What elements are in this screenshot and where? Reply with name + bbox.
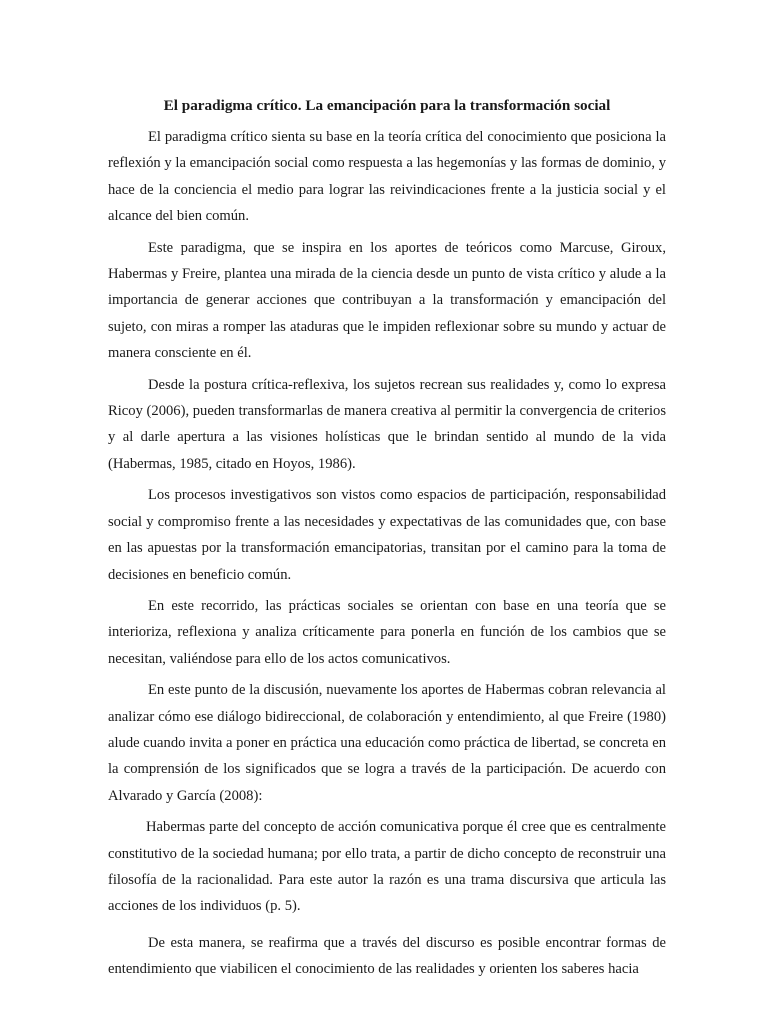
block-quote: Habermas parte del concepto de acción comunicativa porque él cree que es centralmente constitutivo de la sociedad humana; por ello trata, a partir de dicho concepto de reconstruir una filosofía de la racionalidad. Para este autor la razón es una trama discursiva que articula las acciones de los individuos (p. 5). [108, 819, 666, 915]
paragraph-1: El paradigma crítico sienta su base en la teoría crítica del conocimiento que posiciona la reflexión y la emancipación social como respuesta a las hegemonías y las formas de dominio, y hace de la conciencia el medio para lograr las reivindicaciones frente a la justicia social y el alcance del bien común. [108, 129, 666, 225]
closing-paragraph: De esta manera, se reafirma que a través del discurso es posible encontrar formas de entendimiento que viabilicen el conocimiento de las realidades y orienten los saberes hacia [108, 934, 666, 978]
paragraph-5: En este recorrido, las prácticas sociales se orientan con base en una teoría que se interioriza, reflexiona y analiza críticamente para ponerla en función de los cambios que se necesitan, valiéndose para ello de los actos comunicativos. [108, 597, 666, 667]
paragraph-6: En este punto de la discusión, nuevamente los aportes de Habermas cobran relevancia al analizar cómo ese diálogo bidireccional, de colaboración y entendimiento, al que Freire (1980) alude cuando invita a poner en práctica una educación como práctica de libertad, se concreta en la comprensión de los significados que se logra a través de la participación. De acuerdo con Alvarado y García (2008): [108, 682, 666, 804]
document-page [108, 96, 666, 988]
document-title: El paradigma crítico. La emancipación para la transformación social [163, 97, 611, 114]
paragraph-4: Los procesos investigativos son vistos como espacios de participación, responsabilidad social y compromiso frente a las necesidades y expectativas de las comunidades que, con base en las apuestas por la transformación emancipatorias, transitan por el camino para la toma de decisiones en beneficio común. [108, 487, 666, 583]
paragraph-2: Este paradigma, que se inspira en los aportes de teóricos como Marcuse, Giroux, Habermas y Freire, plantea una mirada de la ciencia desde un punto de vista crítico y alude a la importancia de generar acciones que contribuyan a la transformación y emancipación del sujeto, con miras a romper las ataduras que le impiden reflexionar sobre su mundo y actuar de manera consciente en él. [108, 239, 666, 362]
paragraph-3: Desde la postura crítica-reflexiva, los sujetos recrean sus realidades y, como lo expresa Ricoy (2006), pueden transformarlas de manera creativa al permitir la convergencia de criterios y al darle apertura a las visiones holísticas que le brindan sentido al mundo de la vida (Habermas, 1985, citado en Hoyos, 1986). [108, 376, 666, 472]
